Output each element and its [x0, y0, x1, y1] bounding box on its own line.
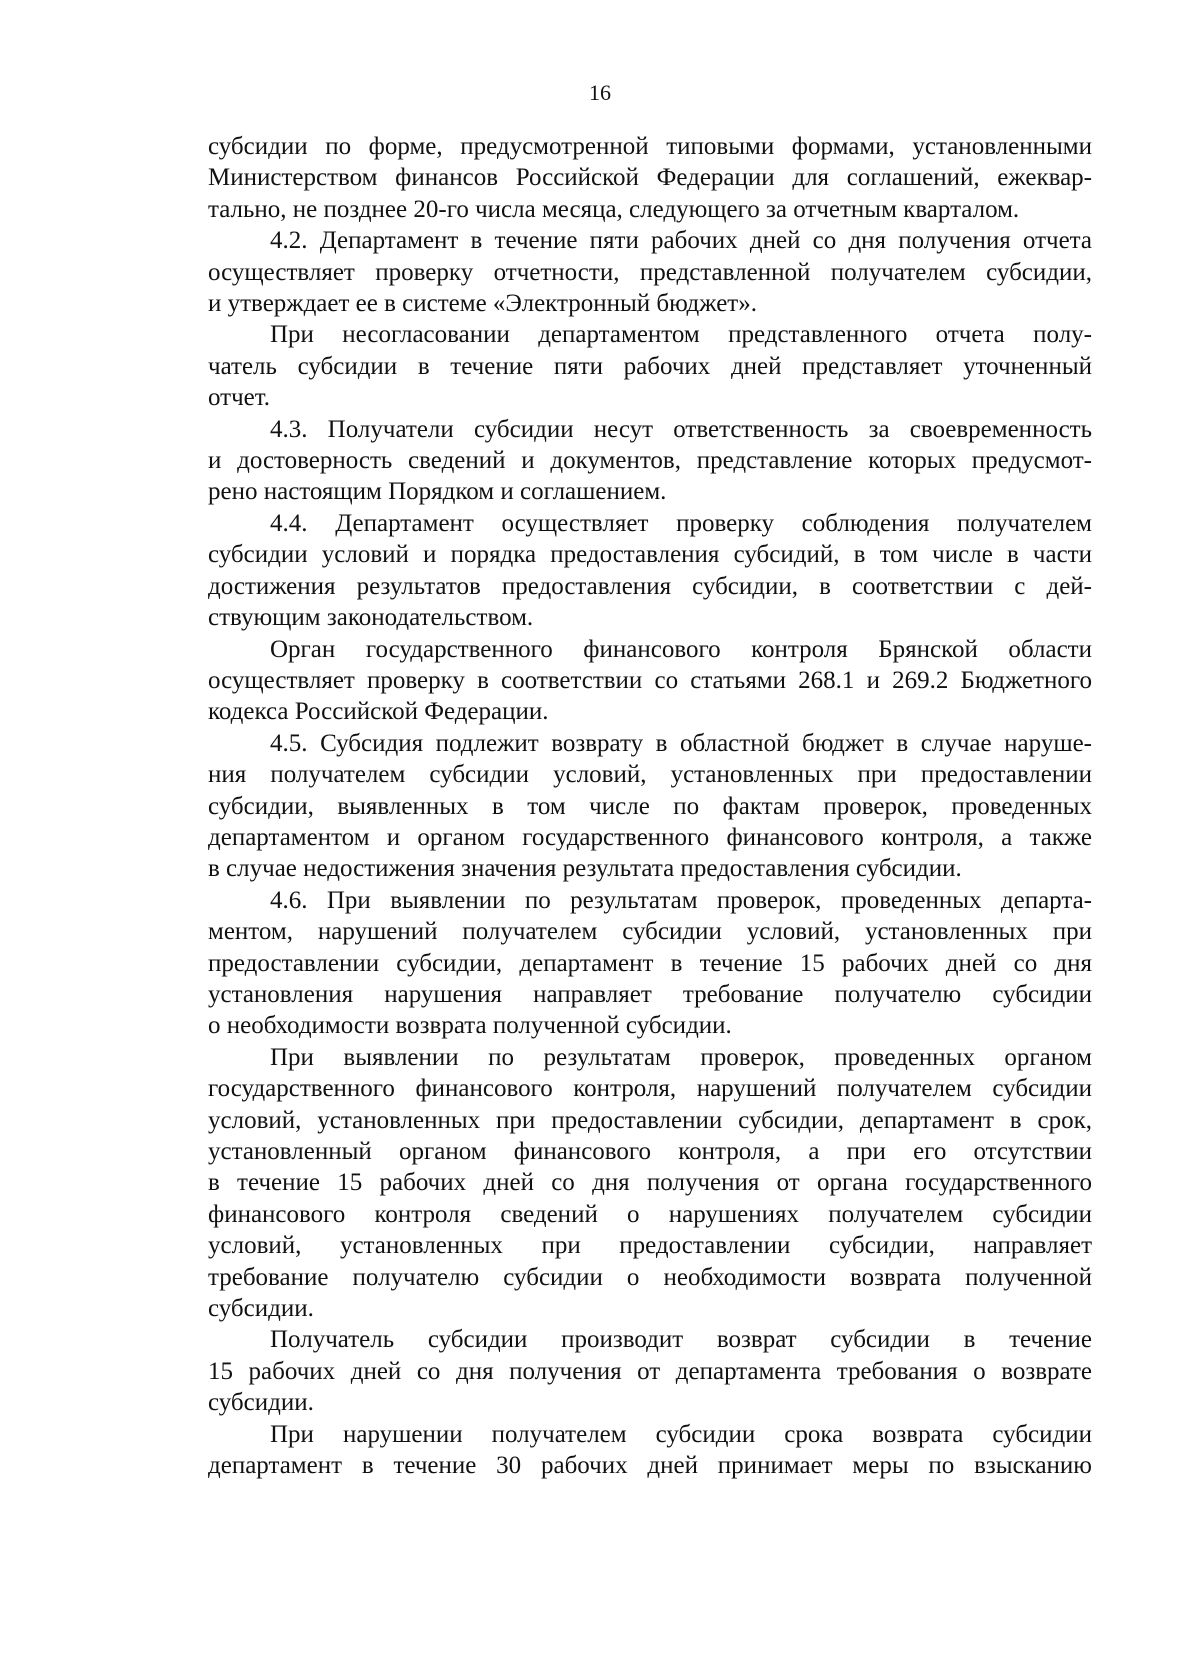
text-line: рено настоящим Порядком и соглашением.: [208, 478, 667, 506]
paragraph: [208, 1042, 1092, 1325]
paragraph: [208, 885, 1092, 1042]
text-line: предоставлении субсидии, департамент в течение 15 рабочих дней со дня: [208, 949, 1092, 977]
text-line: субсидии.: [208, 1295, 314, 1323]
page-number: 16: [589, 80, 611, 105]
text-line: 4.3. Получатели субсидии несут ответственность за своевременность: [270, 415, 1092, 443]
text-line: субсидии по форме, предусмотренной типовыми формами, установленными: [208, 133, 1092, 160]
text-line: 4.5. Субсидия подлежит возврату в областной бюджет в случае наруше-: [270, 729, 1092, 757]
paragraph: [208, 1419, 1092, 1482]
text-line: субсидии, выявленных в том числе по фактам проверок, проведенных: [208, 792, 1092, 820]
text-line: в течение 15 рабочих дней со дня получения от органа государственного: [208, 1169, 1092, 1197]
text-line: требование получателю субсидии о необходимости возврата полученной: [208, 1263, 1092, 1291]
text-line: ния получателем субсидии условий, установленных при предоставлении: [208, 761, 1092, 789]
text-line: условий, установленных при предоставлении субсидии, направляет: [208, 1232, 1092, 1260]
text-line: При нарушении получателем субсидии срока возврата субсидии: [270, 1420, 1092, 1448]
text-line: отчет.: [208, 384, 271, 412]
text-line: и утверждает ее в системе «Электронный бюджет».: [208, 290, 757, 318]
paragraph: [208, 1324, 1092, 1418]
text-line: Орган государственного финансового контроля Брянской области: [270, 635, 1092, 663]
paragraph: [208, 728, 1092, 885]
text-line: ментом, нарушений получателем субсидии условий, установленных при: [208, 918, 1092, 946]
text-line: условий, установленных при предоставлении субсидии, департамент в срок,: [208, 1106, 1092, 1134]
document-body: [208, 131, 1092, 1481]
text-line: субсидии условий и порядка предоставления субсидий, в том числе в части: [208, 541, 1092, 569]
paragraph: [208, 508, 1092, 634]
paragraph: [208, 414, 1092, 508]
text-line: Получатель субсидии производит возврат субсидии в течение: [270, 1326, 1092, 1354]
text-line: тально, не позднее 20-го числа месяца, следующего за отчетным кварталом.: [208, 195, 1020, 223]
text-line: департаментом и органом государственного финансового контроля, а также: [208, 823, 1092, 851]
text-line: При выявлении по результатам проверок, проведенных органом: [270, 1043, 1092, 1071]
paragraph: [208, 225, 1092, 319]
text-line: финансового контроля сведений о нарушениях получателем субсидии: [208, 1200, 1092, 1228]
text-line: кодекса Российской Федерации.: [208, 698, 549, 726]
text-line: осуществляет проверку отчетности, представленной получателем субсидии,: [208, 258, 1092, 286]
text-line: и достоверность сведений и документов, представление которых предусмот-: [208, 447, 1092, 475]
text-line: департамент в течение 30 рабочих дней принимает меры по взысканию: [208, 1452, 1092, 1480]
text-line: ствующим законодательством.: [208, 604, 534, 632]
text-line: Министерством финансов Российской Федерации для соглашений, ежеквар-: [208, 164, 1092, 192]
text-line: 15 рабочих дней со дня получения от департамента требования о возврате: [208, 1357, 1092, 1385]
text-line: чатель субсидии в течение пяти рабочих дней представляет уточненный: [208, 352, 1092, 380]
text-line: При несогласовании департаментом представленного отчета полу-: [270, 321, 1092, 349]
paragraph: [208, 634, 1092, 728]
text-line: государственного финансового контроля, нарушений получателем субсидии: [208, 1075, 1092, 1103]
text-line: установления нарушения направляет требование получателю субсидии: [208, 980, 1092, 1008]
text-line: 4.4. Департамент осуществляет проверку соблюдения получателем: [270, 509, 1092, 537]
text-line: достижения результатов предоставления субсидии, в соответствии с дей-: [208, 572, 1092, 600]
text-line: 4.2. Департамент в течение пяти рабочих дней со дня получения отчета: [270, 227, 1092, 255]
text-line: субсидии.: [208, 1389, 314, 1417]
text-line: 4.6. При выявлении по результатам проверок, проведенных департа-: [270, 886, 1092, 914]
text-line: в случае недостижения значения результата предоставления субсидии.: [208, 855, 962, 883]
text-line: осуществляет проверку в соответствии со статьями 268.1 и 269.2 Бюджетного: [208, 666, 1092, 694]
paragraph: [208, 319, 1092, 413]
text-line: о необходимости возврата полученной субсидии.: [208, 1012, 732, 1040]
text-line: установленный органом финансового контроля, а при его отсутствии: [208, 1138, 1092, 1165]
paragraph: [208, 131, 1092, 225]
